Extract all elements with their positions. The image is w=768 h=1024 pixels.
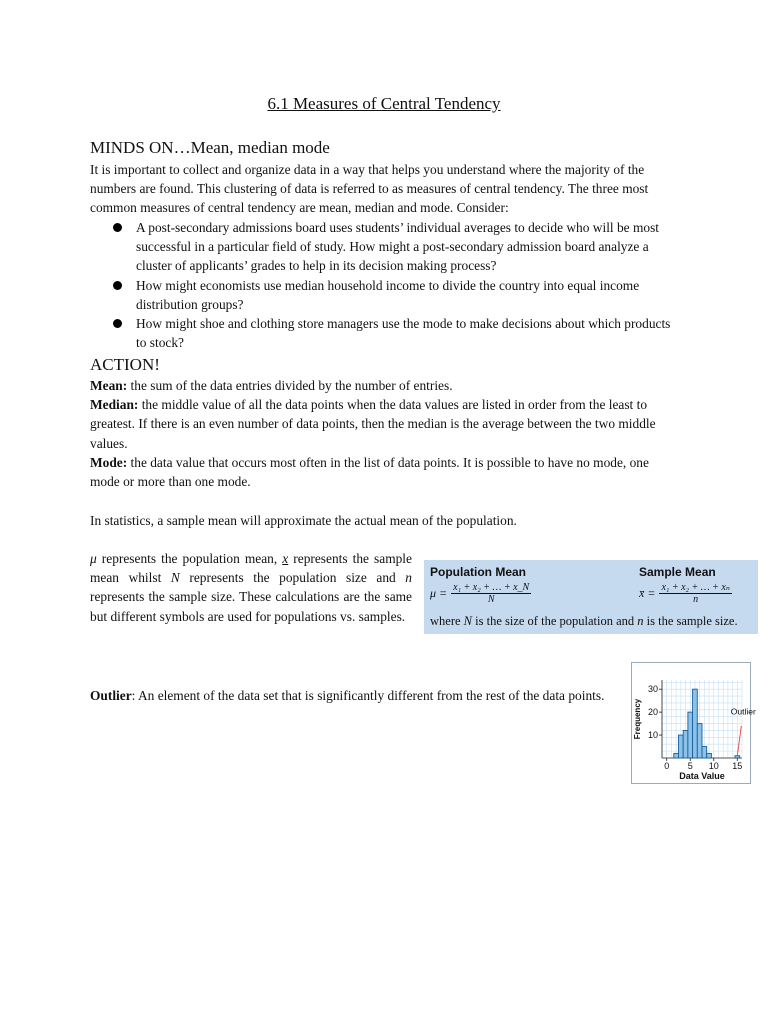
x-tick-label: 5: [687, 761, 693, 771]
formula-note: where N is the size of the population and n is the sample size.: [430, 614, 738, 628]
histogram-bar: [693, 689, 698, 758]
definitions: [90, 376, 680, 491]
histogram-bar: [688, 712, 693, 758]
x-tick-label: 10: [708, 761, 719, 771]
sample-mean-formula: x̄ = $\frac{\text{x₁ + x₂ + … + xₙ}}{n}$: [639, 582, 730, 605]
histogram-bar: [697, 724, 702, 758]
definition-mean: Mean: the sum of the data entries divided by the number of entries.: [90, 378, 453, 393]
bullet-icon: [113, 319, 122, 328]
definition-mode: Mode: the data value that occurs most often in the list of data points. It is possible to have no mode, one mode or more than one mode.: [90, 454, 649, 490]
intro-paragraph: It is important to collect and organize data in a way that helps you understand where the majority of the numbers are found. This clustering of data is referred to as measures of central tendency. The three most common measures of central tendency are mean, median and mode. Consider:: [90, 162, 649, 216]
mean-formula-box: [424, 560, 758, 634]
x-axis-label: Data Value: [679, 771, 725, 781]
sample-mean-heading: Sample Mean: [639, 565, 716, 579]
histogram-figure: [631, 662, 756, 784]
outlier-definition: Outlier: An element of the data set that is significantly different from the rest of the data points.: [90, 688, 605, 703]
bullet-icon: [113, 281, 122, 290]
y-tick-label: 10: [647, 730, 658, 741]
x-tick-label: 15: [732, 761, 743, 771]
histogram-bar: [678, 735, 683, 758]
x-tick-label: 0: [664, 761, 670, 771]
histogram-bar: [735, 756, 740, 758]
list-item: How might shoe and clothing store managers use the mode to make decisions about which products to stock?: [108, 314, 683, 352]
histogram-bar: [683, 730, 688, 758]
population-mean-formula: μ = $\frac{\text{x₁ + x₂ + … + x\_N}}{N}$: [430, 582, 530, 605]
outlier-label: Outlier: [730, 706, 756, 717]
list-item: A post-secondary admissions board uses students’ individual averages to decide who will be most successful in a particular field of study. How might a post-secondary admission board analyze a cluster of applicants’ grades to help in its decision making process?: [108, 218, 683, 276]
y-tick-label: 20: [647, 707, 658, 718]
page-title: 6.1 Measures of Central Tendency: [267, 94, 501, 113]
list-item: How might economists use median household income to divide the country into equal income distribution groups?: [108, 276, 683, 314]
y-tick-label: 30: [647, 684, 658, 695]
minds-on-heading: MINDS ON…Mean, median mode: [90, 138, 330, 157]
histogram-bar: [702, 747, 707, 758]
histogram-bar: [674, 753, 679, 758]
histogram-chart: [632, 663, 756, 783]
consider-list: [108, 218, 683, 352]
sample-mean-sentence: In statistics, a sample mean will approximate the actual mean of the population.: [90, 513, 517, 528]
histogram-bar: [707, 753, 712, 758]
symbols-paragraph: μ represents the population mean, x represents the sample mean whilst N represents the population size and n represents the sample size. These calculations are the same but different symbols are used for populations vs. samples.: [90, 551, 412, 624]
action-heading: ACTION!: [90, 355, 160, 374]
definition-median: Median: the middle value of all the data points when the data values are listed in order from the least to greatest. If there is an even number of data points, then the median is the average between the two middle values.: [90, 397, 656, 451]
population-mean-heading: Population Mean: [430, 565, 526, 579]
bullet-icon: [113, 223, 122, 232]
y-axis-label: Frequency: [633, 698, 642, 740]
